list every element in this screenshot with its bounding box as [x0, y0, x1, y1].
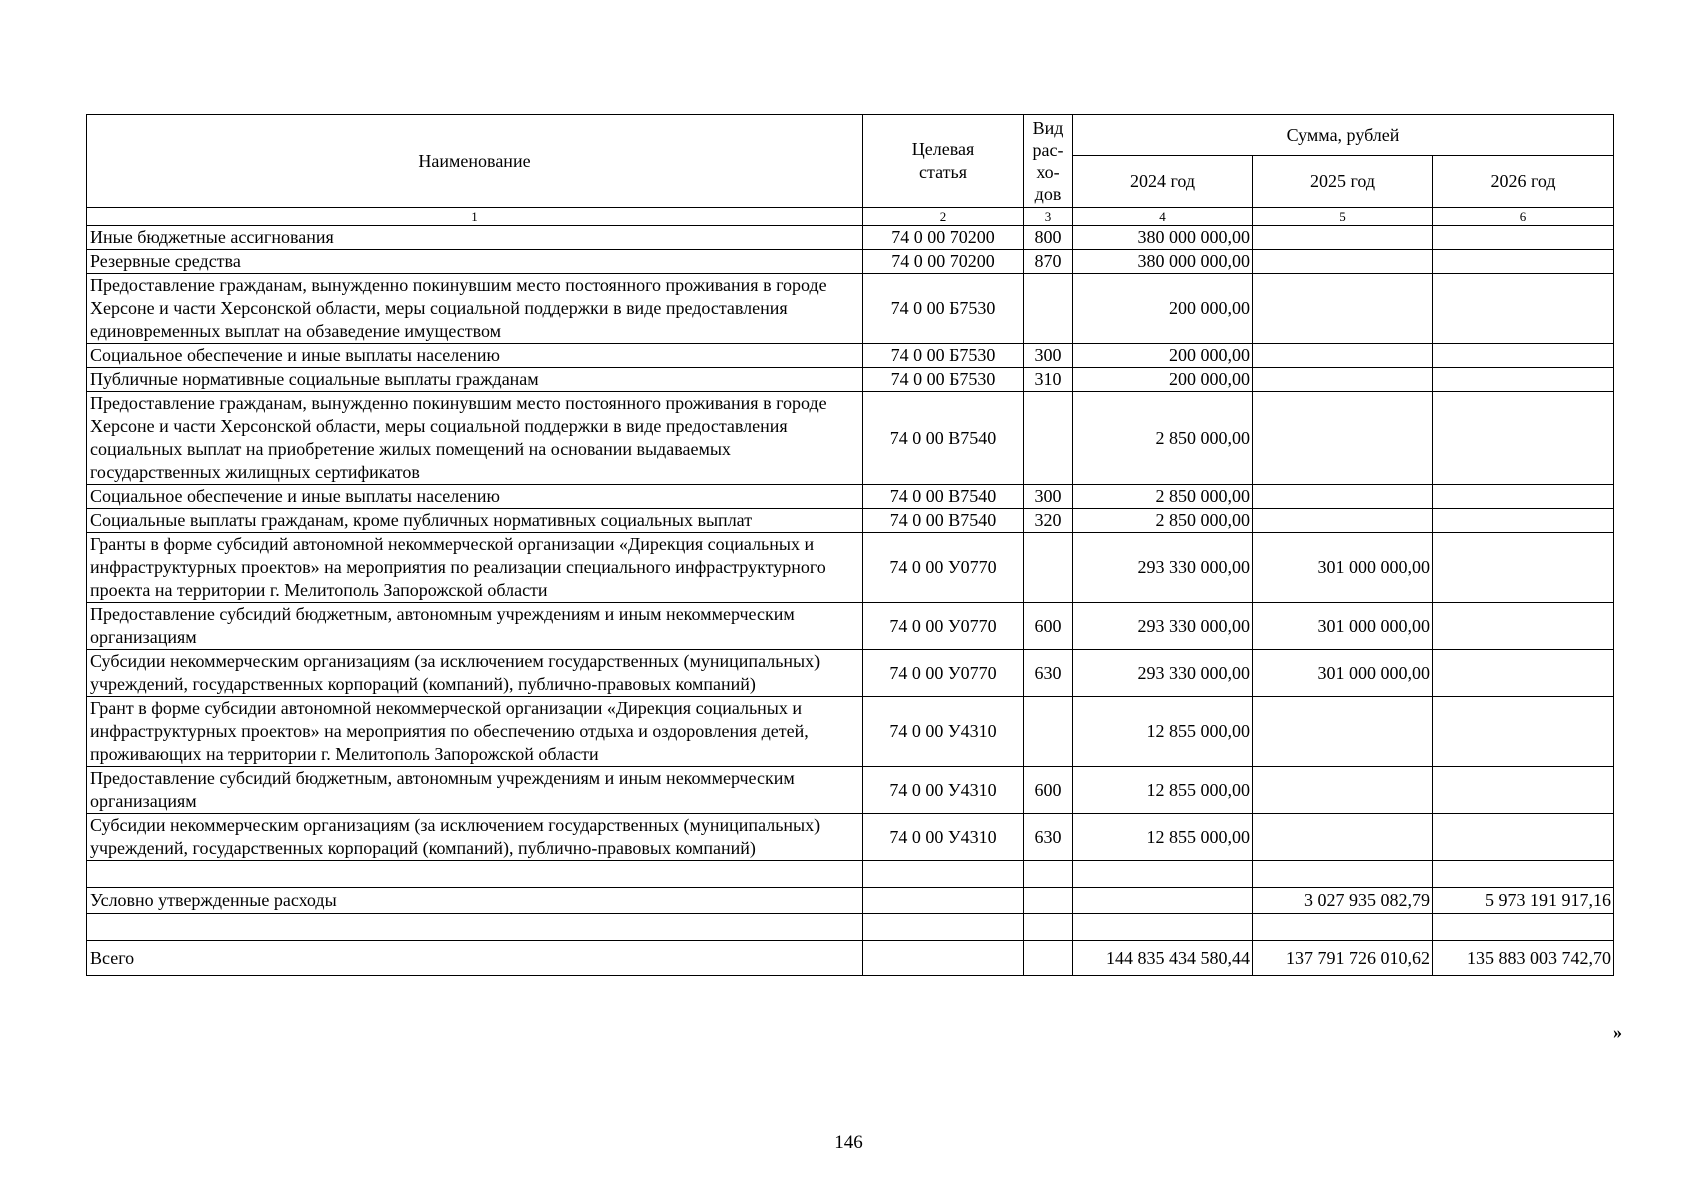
- header-target-text: Целевая статья: [911, 139, 975, 182]
- table-row: [87, 250, 1614, 274]
- cell-v2024: 380 000 000,00: [1073, 250, 1253, 274]
- table-row: [87, 368, 1614, 392]
- conditional-2024: [1073, 888, 1253, 914]
- cell-v2026: [1433, 767, 1614, 814]
- cell-v2026: [1433, 344, 1614, 368]
- closing-quote: »: [1613, 1022, 1622, 1042]
- total-2024: 144 835 434 580,44: [1073, 941, 1253, 976]
- cell-code: 74 0 00 У0770: [863, 533, 1024, 603]
- header-sum: Сумма, рублей: [1073, 115, 1614, 156]
- cell-v2026: [1433, 274, 1614, 344]
- header-type-text: Вид рас- хо- дов: [1032, 117, 1064, 204]
- cell-type: 630: [1024, 814, 1073, 861]
- conditional-expenses-row: [87, 888, 1614, 914]
- cell-v2026: [1433, 603, 1614, 650]
- cell-v2025: [1253, 344, 1433, 368]
- column-number: 6: [1433, 208, 1614, 226]
- cell-v2026: [1433, 509, 1614, 533]
- cell-v2025: [1253, 274, 1433, 344]
- cell-v2025: 301 000 000,00: [1253, 603, 1433, 650]
- cell-v2026: [1433, 485, 1614, 509]
- cell-v2026: [1433, 392, 1614, 485]
- table-row: [87, 344, 1614, 368]
- cell-code: 74 0 00 У0770: [863, 650, 1024, 697]
- cell-v2026: [1433, 533, 1614, 603]
- column-number: 1: [87, 208, 863, 226]
- table-row: [87, 392, 1614, 485]
- cell-type: 630: [1024, 650, 1073, 697]
- cell-type: 300: [1024, 344, 1073, 368]
- column-number: 4: [1073, 208, 1253, 226]
- table-row: [87, 814, 1614, 861]
- page-number: 146: [834, 1132, 863, 1153]
- cell-type: 600: [1024, 767, 1073, 814]
- conditional-2026: 5 973 191 917,16: [1433, 888, 1614, 914]
- cell-code: 74 0 00 Б7530: [863, 368, 1024, 392]
- cell-name: Гранты в форме субсидий автономной некоммерческой организации «Дирекция социальных и инфраструктурных проектов» на мероприятия по реализации специального инфраструктурного проекта на территории г. Мелитополь Запорожской области: [87, 533, 863, 603]
- cell-code: 74 0 00 У4310: [863, 814, 1024, 861]
- cell-name: Предоставление гражданам, вынужденно покинувшим место постоянного проживания в городе Херсоне и части Херсонской области, меры социальной поддержки в виде предоставления единовременных выплат на обзаведение имуществом: [87, 274, 863, 344]
- cell-type: [1024, 697, 1073, 767]
- cell-name: Иные бюджетные ассигнования: [87, 226, 863, 250]
- header-year-2026: 2026 год: [1433, 156, 1614, 208]
- spacer-row: [87, 914, 1614, 941]
- cell-v2026: [1433, 368, 1614, 392]
- column-number-row: [87, 208, 1614, 226]
- cell-name: Предоставление субсидий бюджетным, автономным учреждениям и иным некоммерческим организациям: [87, 767, 863, 814]
- cell-name: Грант в форме субсидии автономной некоммерческой организации «Дирекция социальных и инфраструктурных проектов» на мероприятия по обеспечению отдыха и оздоровления детей, проживающих на территории г. Мелитополь Запорожской области: [87, 697, 863, 767]
- cell-v2025: 301 000 000,00: [1253, 650, 1433, 697]
- cell-v2024: 2 850 000,00: [1073, 392, 1253, 485]
- table-row: [87, 650, 1614, 697]
- column-number: 5: [1253, 208, 1433, 226]
- cell-v2024: 200 000,00: [1073, 274, 1253, 344]
- cell-name: Публичные нормативные социальные выплаты гражданам: [87, 368, 863, 392]
- cell-v2025: [1253, 509, 1433, 533]
- cell-v2024: 12 855 000,00: [1073, 697, 1253, 767]
- cell-type: 310: [1024, 368, 1073, 392]
- cell-type: [1024, 392, 1073, 485]
- cell-code: 74 0 00 70200: [863, 226, 1024, 250]
- cell-v2024: 380 000 000,00: [1073, 226, 1253, 250]
- table-row: [87, 509, 1614, 533]
- header-target: [863, 115, 1024, 208]
- header-name: Наименование: [87, 115, 863, 208]
- cell-v2025: [1253, 250, 1433, 274]
- cell-code: 74 0 00 В7540: [863, 509, 1024, 533]
- conditional-2025: 3 027 935 082,79: [1253, 888, 1433, 914]
- total-2026: 135 883 003 742,70: [1433, 941, 1614, 976]
- column-number: 3: [1024, 208, 1073, 226]
- spacer-row: [87, 861, 1614, 888]
- cell-code: 74 0 00 У0770: [863, 603, 1024, 650]
- total-2025: 137 791 726 010,62: [1253, 941, 1433, 976]
- cell-code: 74 0 00 Б7530: [863, 274, 1024, 344]
- cell-v2025: [1253, 814, 1433, 861]
- total-label: Всего: [87, 941, 863, 976]
- cell-type: 300: [1024, 485, 1073, 509]
- cell-v2026: [1433, 250, 1614, 274]
- cell-code: 74 0 00 У4310: [863, 767, 1024, 814]
- total-row: [87, 941, 1614, 976]
- cell-v2024: 2 850 000,00: [1073, 509, 1253, 533]
- cell-name: Социальное обеспечение и иные выплаты населению: [87, 344, 863, 368]
- table-body: [87, 226, 1614, 861]
- cell-v2026: [1433, 226, 1614, 250]
- cell-v2026: [1433, 650, 1614, 697]
- cell-name: Субсидии некоммерческим организациям (за исключением государственных (муниципальных) учреждений, государственных корпораций (компаний), публично-правовых компаний): [87, 650, 863, 697]
- cell-name: Предоставление субсидий бюджетным, автономным учреждениям и иным некоммерческим организациям: [87, 603, 863, 650]
- cell-v2024: 293 330 000,00: [1073, 603, 1253, 650]
- cell-v2024: 2 850 000,00: [1073, 485, 1253, 509]
- cell-v2025: [1253, 767, 1433, 814]
- column-number: 2: [863, 208, 1024, 226]
- budget-table: [86, 114, 1614, 976]
- cell-name: Социальные выплаты гражданам, кроме публичных нормативных социальных выплат: [87, 509, 863, 533]
- header-type: [1024, 115, 1073, 208]
- cell-code: 74 0 00 70200: [863, 250, 1024, 274]
- header-year-2024: 2024 год: [1073, 156, 1253, 208]
- cell-v2025: [1253, 392, 1433, 485]
- cell-type: 800: [1024, 226, 1073, 250]
- cell-type: [1024, 274, 1073, 344]
- cell-v2024: 12 855 000,00: [1073, 814, 1253, 861]
- cell-code: 74 0 00 Б7530: [863, 344, 1024, 368]
- cell-v2024: 200 000,00: [1073, 344, 1253, 368]
- cell-name: Предоставление гражданам, вынужденно покинувшим место постоянного проживания в городе Херсоне и части Херсонской области, меры социальной поддержки в виде предоставления социальных выплат на приобретение жилых помещений на основании выдаваемых государственных жилищных сертификатов: [87, 392, 863, 485]
- cell-v2025: [1253, 368, 1433, 392]
- cell-type: 600: [1024, 603, 1073, 650]
- cell-v2026: [1433, 697, 1614, 767]
- cell-name: Субсидии некоммерческим организациям (за исключением государственных (муниципальных) учреждений, государственных корпораций (компаний), публично-правовых компаний): [87, 814, 863, 861]
- cell-code: 74 0 00 У4310: [863, 697, 1024, 767]
- cell-v2026: [1433, 814, 1614, 861]
- cell-v2024: 12 855 000,00: [1073, 767, 1253, 814]
- table-row: [87, 274, 1614, 344]
- header-year-2025: 2025 год: [1253, 156, 1433, 208]
- table-row: [87, 226, 1614, 250]
- cell-type: 320: [1024, 509, 1073, 533]
- cell-name: Социальное обеспечение и иные выплаты населению: [87, 485, 863, 509]
- cell-type: [1024, 533, 1073, 603]
- cell-v2025: [1253, 226, 1433, 250]
- cell-v2025: [1253, 697, 1433, 767]
- cell-type: 870: [1024, 250, 1073, 274]
- cell-v2025: 301 000 000,00: [1253, 533, 1433, 603]
- cell-v2025: [1253, 485, 1433, 509]
- table-row: [87, 485, 1614, 509]
- cell-v2024: 200 000,00: [1073, 368, 1253, 392]
- cell-code: 74 0 00 В7540: [863, 485, 1024, 509]
- cell-name: Резервные средства: [87, 250, 863, 274]
- cell-v2024: 293 330 000,00: [1073, 650, 1253, 697]
- cell-v2024: 293 330 000,00: [1073, 533, 1253, 603]
- table-row: [87, 767, 1614, 814]
- table-row: [87, 603, 1614, 650]
- table-row: [87, 533, 1614, 603]
- cell-code: 74 0 00 В7540: [863, 392, 1024, 485]
- conditional-expenses-label: Условно утвержденные расходы: [87, 888, 863, 914]
- table-row: [87, 697, 1614, 767]
